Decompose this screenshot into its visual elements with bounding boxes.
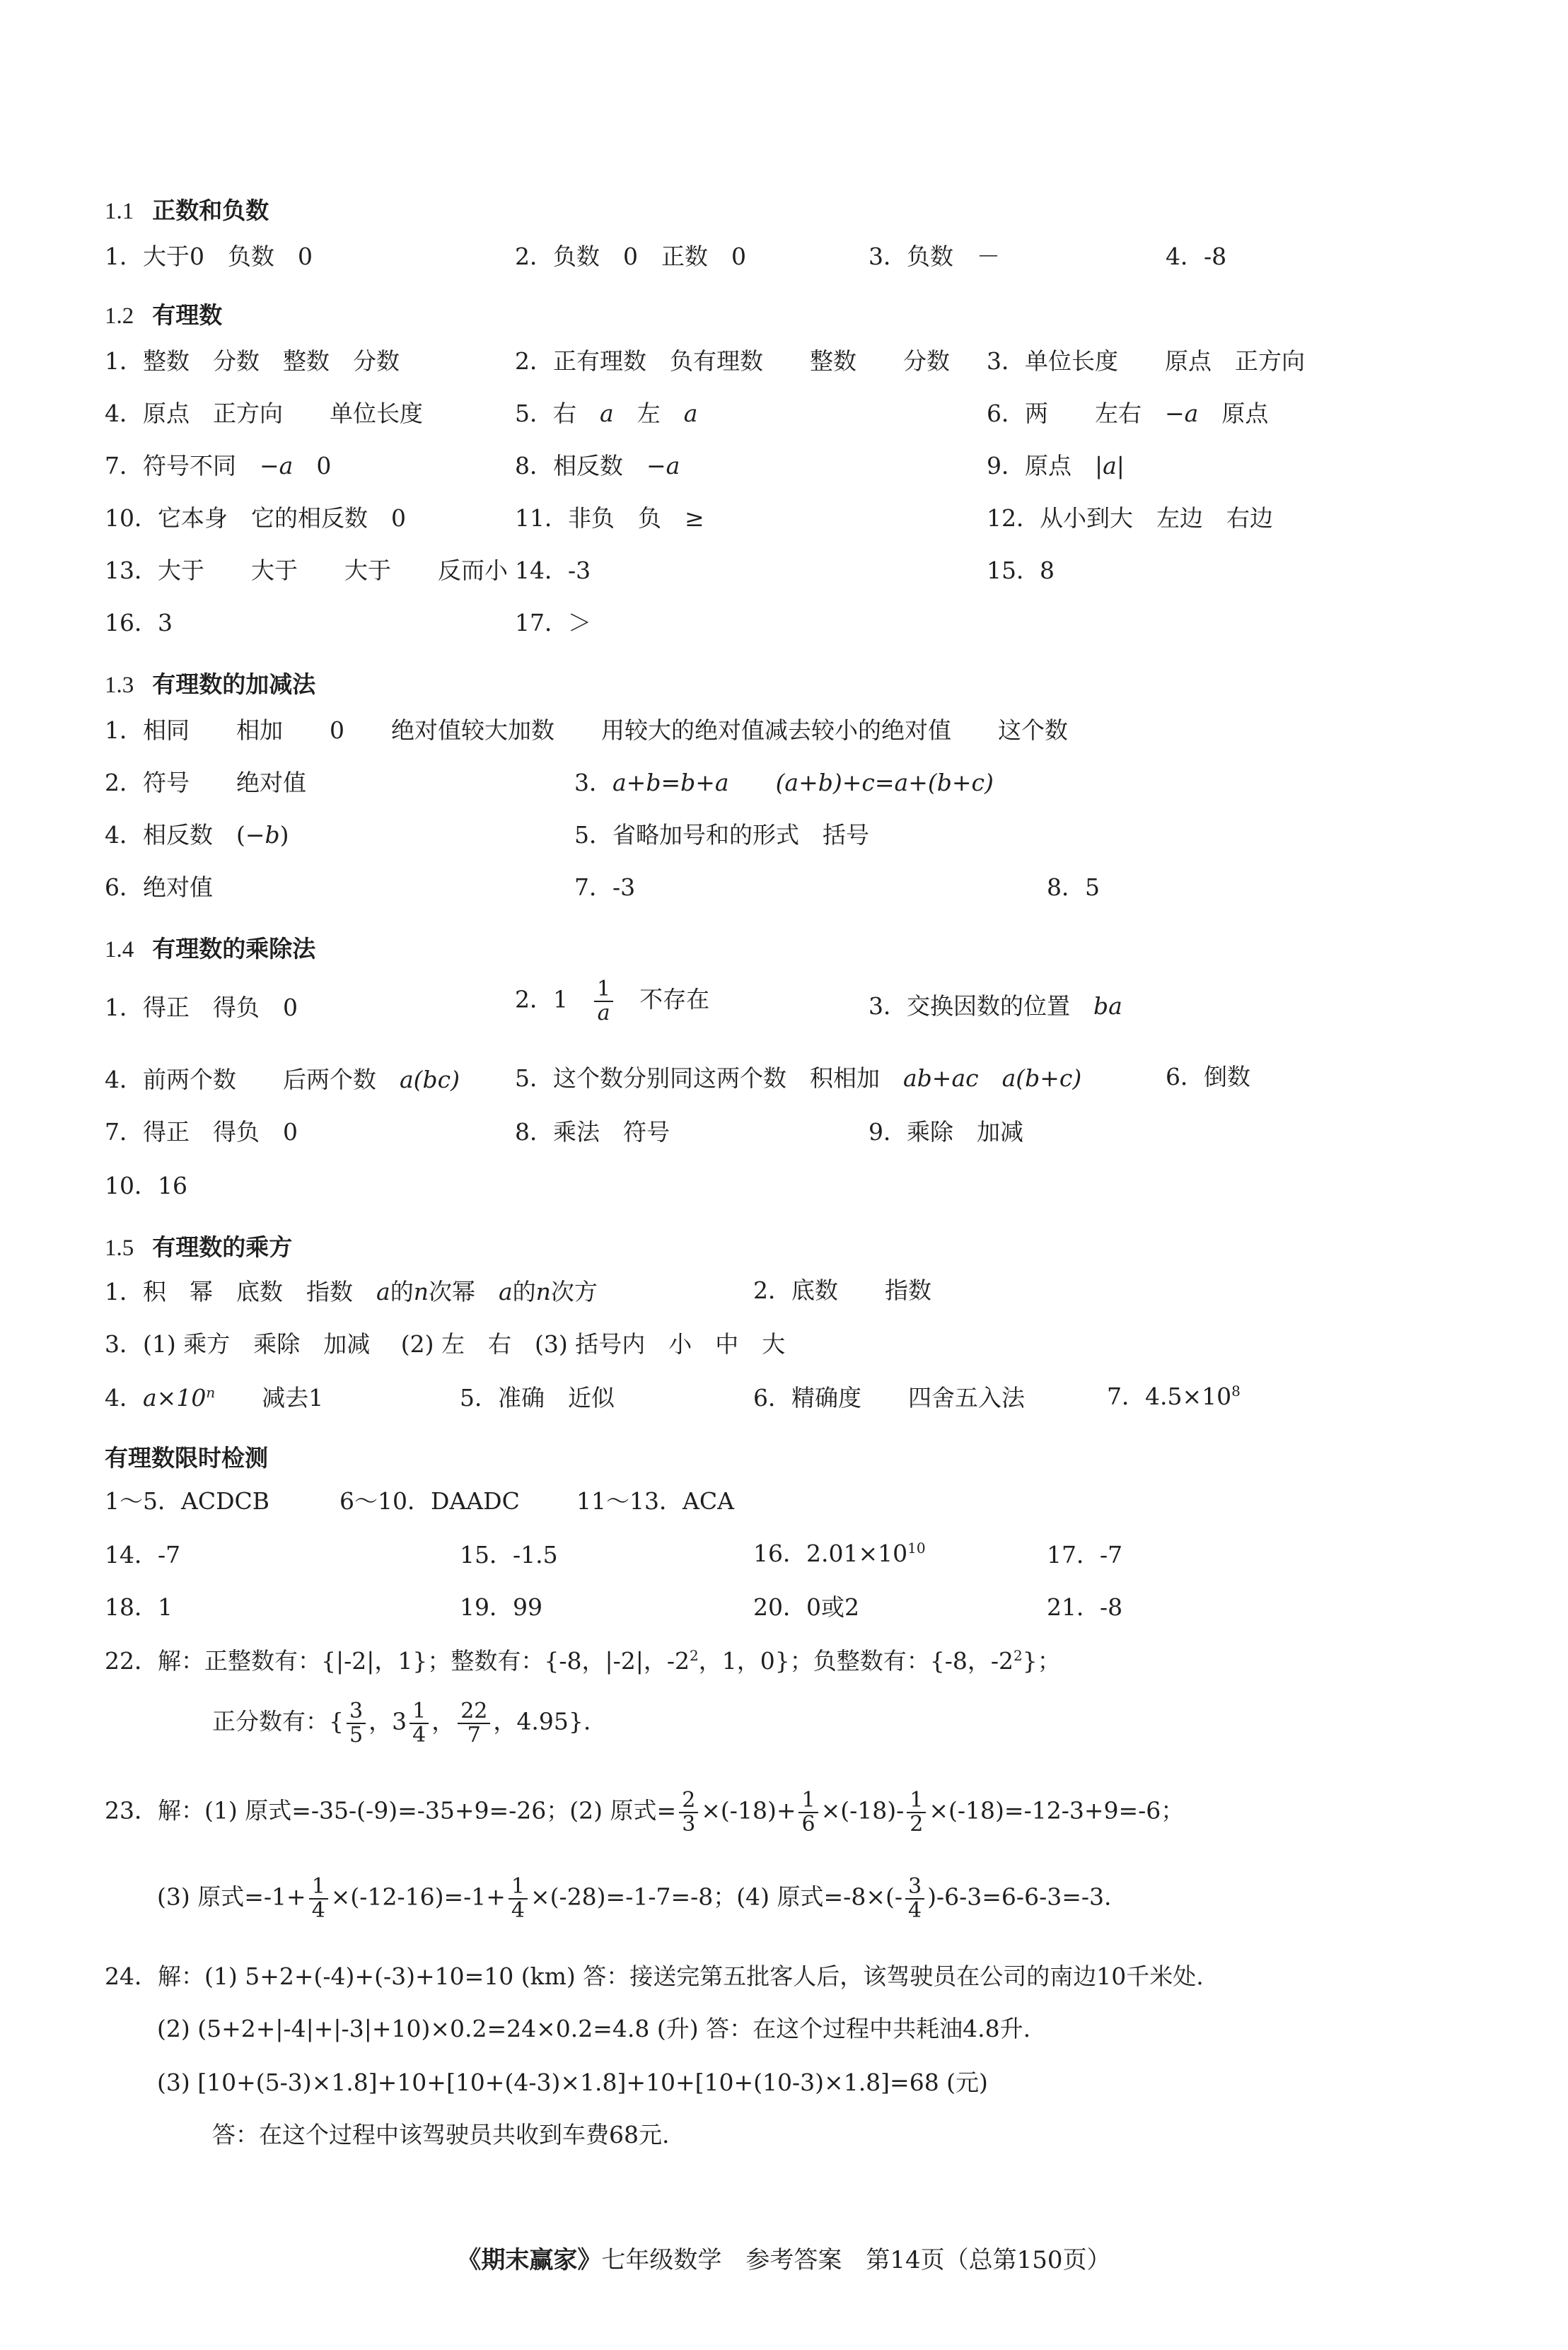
section-heading-1-2: 1.2 有理数 <box>105 301 223 329</box>
page-footer <box>0 2240 1568 2275</box>
answer-test-11-13: 11～13．ACA <box>576 1487 734 1515</box>
answer-1-1-1: 1．大于0 负数 0 <box>105 243 313 270</box>
answer-1-5-7: 7．$4.5\times 10^8$ <box>1107 1383 1241 1410</box>
answer-1-3-6: 6．绝对值 <box>105 873 213 901</box>
answer-test-22-line1: 22．解：正整数有：{|-2|，1}；整数有：{-8，|-2|，$-2^2$，1，0}；负整数有：{-8，$-2^2$}； <box>105 1647 1061 1675</box>
section-heading-1-3: 1.3 有理数的加减法 <box>105 670 316 698</box>
answer-test-24-line3: (3) [10+(5-3)×1.8]+10+[10+(4-3)×1.8]+10+[10+(10-3)×1.8]=68 (元) <box>157 2069 988 2096</box>
answer-1-5-2: 2．底数 指数 <box>753 1276 931 1304</box>
answer-1-2-7: 7．符号不同 −a 0 <box>105 452 332 479</box>
answer-1-1-4: 4．-8 <box>1166 243 1227 270</box>
answer-1-3-3: 3．a+b=b+a (a+b)+c=a+(b+c) <box>574 769 994 796</box>
section-heading-1-1: 1.1 正数和负数 <box>105 197 269 224</box>
answer-1-4-7: 7．得正 得负 0 <box>105 1118 298 1146</box>
answer-test-14: 14．-7 <box>105 1541 181 1569</box>
answer-1-4-1: 1．得正 得负 0 <box>105 994 298 1021</box>
answer-1-4-3: 3．交换因数的位置 ba <box>869 992 1122 1020</box>
section-heading-test: 有理数限时检测 <box>105 1444 268 1472</box>
answer-1-3-5: 5．省略加号和的形式 括号 <box>574 821 869 849</box>
answer-1-4-10: 10．16 <box>105 1172 187 1199</box>
answer-1-4-9: 9．乘除 加减 <box>869 1118 1023 1146</box>
answer-test-21: 21．-8 <box>1047 1593 1123 1621</box>
answer-1-2-13: 13．大于 大于 大于 反而小 <box>105 557 508 584</box>
answer-test-24-line4: 答：在这个过程中该驾驶员共收到车费68元. <box>212 2121 670 2148</box>
answer-test-22-line2: 正分数有：{ $\frac{3}{5}$ ，3 $\frac{1}{4}$ ， $\frac{22}{7}$ ，4.95}. <box>212 1699 591 1747</box>
answer-1-2-2: 2．正有理数 负有理数 整数 分数 <box>515 347 950 375</box>
answer-1-5-3: 3．(1) 乘方 乘除 加减 (2) 左 右 (3) 括号内 小 中 大 <box>105 1330 786 1358</box>
answer-1-2-15: 15．8 <box>987 557 1055 584</box>
answer-1-4-4: 4．前两个数 后两个数 a(bc) <box>105 1066 460 1093</box>
footer-page-info: 七年级数学 参考答案 第14页（总第150页） <box>601 2246 1111 2274</box>
answer-test-19: 19．99 <box>460 1593 542 1621</box>
answer-1-4-8: 8．乘法 符号 <box>515 1118 670 1146</box>
footer-book-title: 《期末赢家》 <box>457 2246 602 2274</box>
answer-1-4-5: 5．这个数分别同这两个数 积相加 ab+ac a(b+c) <box>515 1064 1082 1092</box>
answer-1-2-12: 12．从小到大 左边 右边 <box>987 504 1273 532</box>
answer-1-5-4: 4．$a\times 10^n$ 减去1 <box>105 1384 324 1412</box>
answer-1-2-3: 3．单位长度 原点 正方向 <box>987 347 1305 375</box>
answer-1-3-1: 1．相同 相加 0 绝对值较大加数 用较大的绝对值减去较小的绝对值 这个数 <box>105 716 1068 744</box>
answer-1-2-10: 10．它本身 它的相反数 0 <box>105 504 406 532</box>
answer-1-5-5: 5．准确 近似 <box>460 1384 615 1412</box>
answer-1-3-8: 8．5 <box>1047 873 1100 901</box>
answer-test-20: 20．0或2 <box>753 1593 859 1621</box>
answer-1-2-16: 16．3 <box>105 609 173 636</box>
answer-1-5-1: 1．积 幂 底数 指数 a的n次幂 a的n次方 <box>105 1278 598 1305</box>
answer-1-3-4: 4．相反数 (−b) <box>105 821 289 849</box>
answer-1-4-6: 6．倒数 <box>1166 1063 1250 1090</box>
answer-test-15: 15．-1.5 <box>460 1541 558 1569</box>
answer-test-24-line1: 24．解：(1) 5+2+(-4)+(-3)+10=10 (km) 答：接送完第五批客人后，该驾驶员在公司的南边10千米处. <box>105 1962 1204 1990</box>
answer-test-24-line2: (2) (5+2+|-4|+|-3|+10)×0.2=24×0.2=4.8 (升) 答：在这个过程中共耗油4.8升. <box>157 2015 1031 2042</box>
answer-1-5-6: 6．精确度 四舍五入法 <box>753 1384 1025 1412</box>
answer-test-16: 16．$2.01\times 10^{10}$ <box>753 1540 926 1567</box>
answer-1-2-5: 5．右 a 左 a <box>515 400 698 427</box>
answer-1-2-1: 1．整数 分数 整数 分数 <box>105 347 400 375</box>
answer-test-18: 18．1 <box>105 1593 173 1621</box>
answer-test-23-line1: 23．解：(1) 原式=-35-(-9)=-35+9=-26；(2) 原式= $\frac{2}{3}$ ×(-18)+ $\frac{1}{6}$ ×(-18)- $\frac{1}{2}$ ×(-18)=-12-3+9=-6； <box>105 1788 1185 1837</box>
answer-test-23-line2: (3) 原式=-1+ $\frac{1}{4}$ ×(-12-16)=-1+ $\frac{1}{4}$ ×(-28)=-1-7=-8；(4) 原式=-8×(- $\frac{3}{4}$ )-6-3=6-6-3=-3. <box>157 1874 1112 1923</box>
section-heading-1-4: 1.4 有理数的乘除法 <box>105 935 316 962</box>
fraction-1-over-a: $\frac{1}{a}$ <box>594 978 613 1024</box>
answer-1-2-8: 8．相反数 −a <box>515 452 680 479</box>
answer-test-1-5: 1～5．ACDCB <box>105 1487 270 1515</box>
answer-1-3-2: 2．符号 绝对值 <box>105 769 306 796</box>
answer-1-2-14: 14．-3 <box>515 557 591 584</box>
answer-1-2-11: 11．非负 负 ≥ <box>515 504 704 532</box>
answer-test-6-10: 6～10．DAADC <box>339 1487 520 1515</box>
answer-1-2-9: 9．原点 |a| <box>987 452 1125 479</box>
answer-1-4-2: 2．1 $\frac{1}{a}$ 不存在 <box>515 977 710 1025</box>
answer-test-17: 17．-7 <box>1047 1541 1123 1569</box>
answer-1-2-17: 17．＞ <box>515 609 591 636</box>
section-heading-1-5: 1.5 有理数的乘方 <box>105 1233 293 1261</box>
answer-1-1-2: 2．负数 0 正数 0 <box>515 243 746 270</box>
answer-1-2-4: 4．原点 正方向 单位长度 <box>105 400 423 427</box>
answer-1-2-6: 6．两 左右 −a 原点 <box>987 400 1269 427</box>
answer-1-1-3: 3．负数 － <box>869 243 1000 270</box>
answer-1-3-7: 7．-3 <box>574 873 636 901</box>
